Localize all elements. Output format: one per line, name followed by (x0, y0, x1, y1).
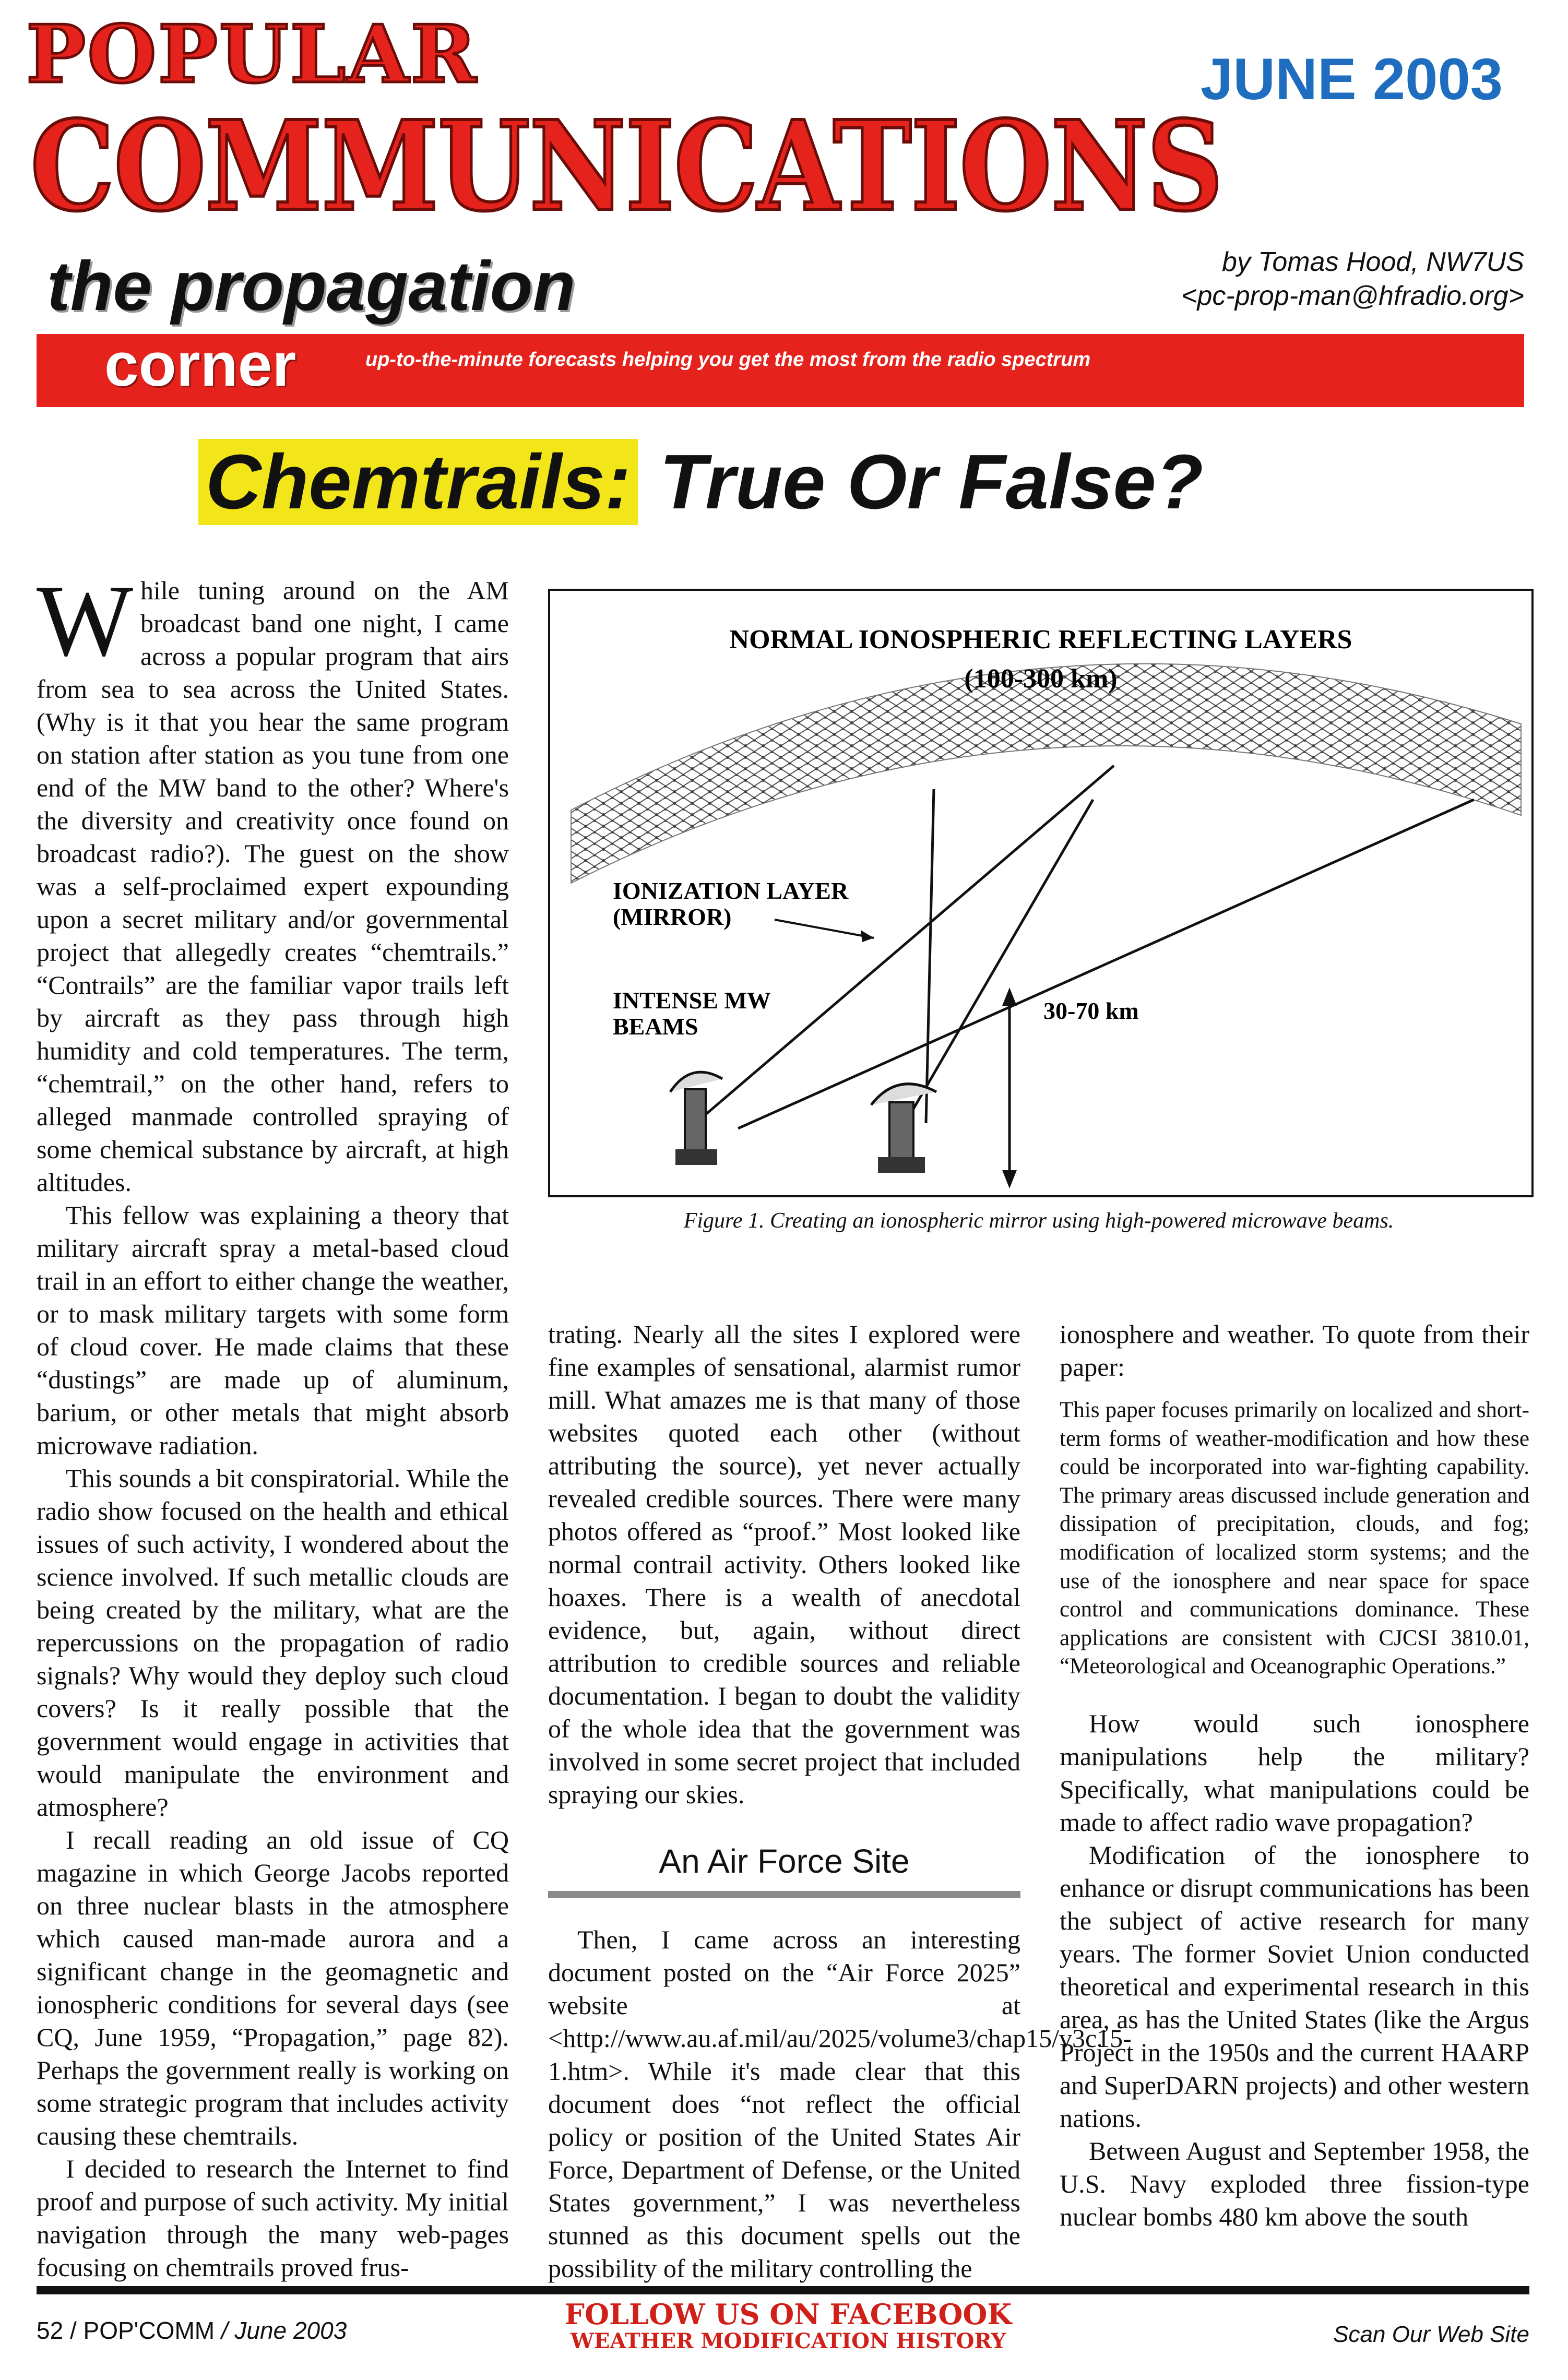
footer-folio: 52 / POP'COMM / June 2003 (37, 2317, 347, 2344)
paragraph: This sounds a bit conspiratorial. While the radio show focused on the health and ethical issues of such activity, I wondered about the science involved. If such metallic clouds are being created by the military, what are the repercussions on the propagation of radio signals? Why would they deploy such cloud covers? Is it really possible that the government would engage in activities that would manipulate the environment and atmosphere? (37, 1463, 509, 1822)
article-headline (198, 439, 1204, 525)
paragraph: I decided to research the Internet to find proof and purpose of such activity. My initial navigation through the many web-pages focusing on chemtrails proved frus- (37, 2154, 509, 2282)
author-email[interactable]: <pc-prop-man@hfradio.org> (1181, 281, 1524, 311)
footer-web-site[interactable]: Scan Our Web Site (1333, 2322, 1529, 2347)
section-subhead: An Air Force Site (659, 1842, 910, 1880)
figure-caption: Figure 1. Creating an ionospheric mirror using high-powered microwave beams. (683, 1209, 1394, 1233)
ionosphere-diagram (550, 591, 1531, 1195)
page-number: 52 (37, 2317, 64, 2344)
department-title: the propagation (47, 247, 576, 325)
facebook-link[interactable]: FOLLOW US ON FACEBOOK (564, 2298, 1012, 2331)
article-column-1 (37, 564, 509, 2284)
paragraph: trating. Nearly all the sites I explored were fine examples of sensational, alarmist rumor mill. What amazes me is that many of those websites quoted each other (without attributing the source), yet never actually revealed credible sources. There were many photos offered as “proof.” Most looked like normal contrail activity. Others looked like hoaxes. There is a wealth of anecdotal evidence, but, again, without direct attribution to credible sources and reliable documentation. I began to doubt the validity of the whole idea that the government was involved in some secret project that included spraying our skies. (548, 1319, 1020, 1809)
department-word: corner (104, 330, 296, 399)
issue-date: JUNE 2003 (1201, 46, 1503, 112)
beam-line (702, 766, 1114, 1118)
byline (1054, 245, 1524, 313)
footer-date: / June 2003 (215, 2317, 347, 2344)
figure-title: NORMAL IONOSPHERIC REFLECTING LAYERS (729, 625, 1352, 654)
beam-line (738, 800, 1474, 1128)
magazine-title-line2: COMMUNICATIONS (30, 93, 1222, 239)
paragraph: Then, I came across an interesting document posted on the “Air Force 2025” website at <http://www.au.af.mil/au/2025/volume3/chap15/v3c15-1.htm>. While it's made clear that this document does “not reflect the official policy or position of the United States Air Force, Department of Defense, or the United States government,” I was nevertheless stunned as this document spells out the possibility of the military controlling the (548, 1924, 1132, 2283)
figure-range: (100-300 km) (964, 664, 1118, 694)
drop-cap: W (37, 564, 133, 677)
magazine-title-line1: POPULAR (26, 7, 478, 101)
paragraph: Modification of the ionosphere to enhance or disrupt communications has been the subject of active research for many years. The former Soviet Union conducted theoretical and experimental research in this area, as has the United States (like the Argus Project in the 1950s and the current HAARP and SuperDARN projects) and other western nations. (1060, 1840, 1529, 2133)
article-column-2 (548, 1318, 1132, 2285)
footer-rule (37, 2286, 1529, 2294)
paragraph: Between August and September 1958, the U.S. Navy exploded three fission-type nuclear bombs 480 km above the south (1060, 2136, 1529, 2232)
paragraph: This fellow was explaining a theory that military aircraft spray a metal-based cloud trail in an effort to either change the weather, or to mask military targets with some form of cloud cover. He made claims that these “dustings” are made up of aluminum, barium, or other metals that might absorb microwave radiation. (37, 1200, 509, 1460)
label-ionization-layer: IONIZATION LAYER (613, 877, 849, 904)
footer-subtitle: WEATHER MODIFICATION HISTORY (570, 2329, 1006, 2354)
department-tagline: up-to-the-minute forecasts helping you get the most from the radio spectrum (365, 349, 1091, 371)
paragraph: I recall reading an old issue of CQ magazine in which George Jacobs reported on three nuclear blasts in the atmosphere which caused man-made aurora and a significant change in the geomagnetic and ionospheric conditions for several days (see CQ, June 1959, “Propagation,” page 82). Perhaps the government really is working on some strategic program that includes activity causing these chemtrails. (37, 1825, 509, 2150)
footer-banner[interactable] (501, 2299, 1075, 2353)
subhead-rule (548, 1891, 1020, 1898)
headline-rest: True Or False? (638, 439, 1204, 525)
label-beams: BEAMS (613, 1013, 698, 1040)
author-name: by Tomas Hood, NW7US (1222, 247, 1524, 277)
beam-line (926, 789, 934, 1123)
article-column-3 (1060, 1318, 1529, 2233)
label-arrow (775, 920, 874, 938)
paragraph: While tuning around on the AM broadcast band one night, I came across a popular program that airs from sea to sea across the United States. (Why is it that you hear the same program on station after station as you tune from one end of the MW band to the other? Where's the diversity and creativity once found on broadcast radio?). The guest on the show was a self-proclaimed expert expounding upon a secret military and/or governmental project that allegedly creates “chemtrails.” “Contrails” are the familiar vapor trails left by aircraft as they pass through high humidity and cold temperatures. The term, “chemtrail,” on the other hand, refers to alleged manmade controlled spraying of some chemical substance by aircraft, at high altitudes. (37, 564, 509, 1197)
block-quote: This paper focuses primarily on localized and short-term forms of weather-modification and how these could be incorporated into war-fighting capability. The primary areas discussed include generation and dissipation of precipitation, clouds, and fog; modification of localized storm systems; and the use of the ionosphere and near space for space control and communications dominance. These applications are consistent with CJCSI 3810.01, “Meteorological and Oceanographic Operations.” (1060, 1398, 1529, 1679)
label-mirror: (MIRROR) (613, 903, 732, 930)
footer-magazine: POP'COMM (83, 2317, 215, 2344)
label-height: 30-70 km (1043, 997, 1139, 1024)
paragraph: ionosphere and weather. To quote from their paper: (1060, 1319, 1529, 1382)
headline-highlight: Chemtrails: (198, 439, 638, 525)
paragraph: How would such ionosphere manipulations help the military? Specifically, what manipulations could be made to affect radio wave propagation? (1060, 1709, 1529, 1837)
figure-diagram (548, 589, 1534, 1197)
ionosphere-dome (571, 664, 1521, 883)
label-intense-mw: INTENSE MW (613, 987, 771, 1014)
dish-antenna-icon (670, 1072, 722, 1165)
